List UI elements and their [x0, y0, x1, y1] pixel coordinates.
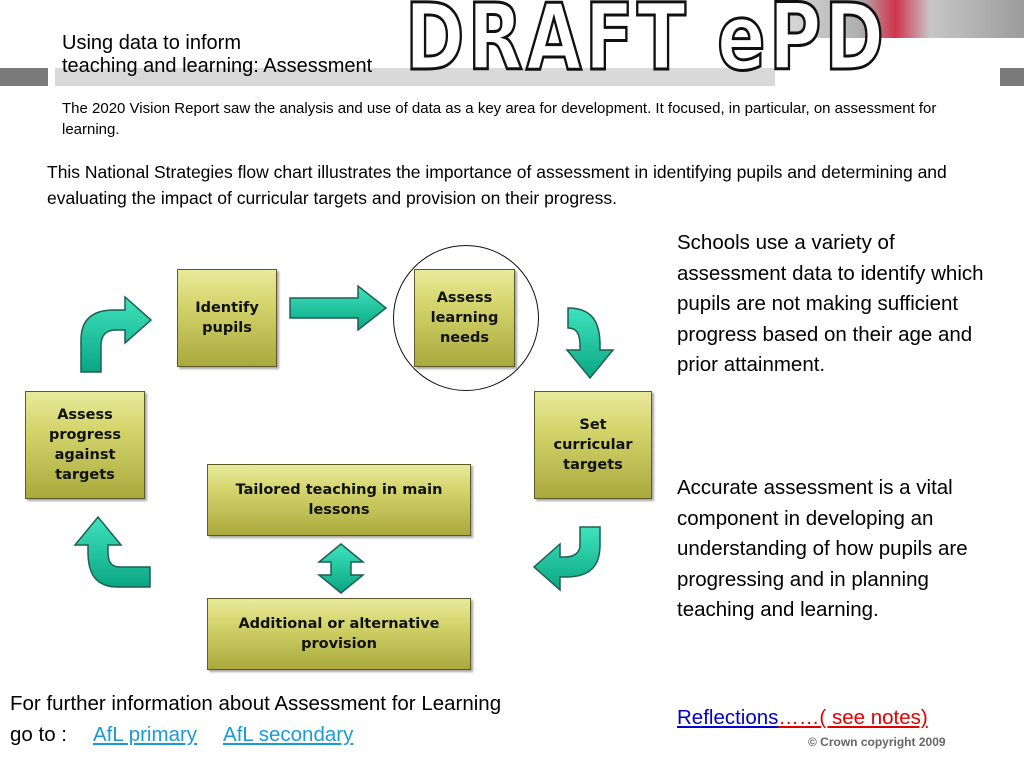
- curved-arrow-up-icon: [75, 517, 150, 587]
- go-to-label: go to :: [10, 722, 67, 746]
- further-info: [10, 689, 650, 750]
- curved-arrow-down-icon: [567, 308, 613, 378]
- box-identify-pupils: Identify pupils: [177, 269, 277, 367]
- afl-secondary-link[interactable]: AfL secondary: [223, 722, 354, 746]
- afl-primary-link[interactable]: AfL primary: [93, 722, 198, 746]
- highlight-circle: [393, 245, 539, 391]
- box-tailored-teaching: Tailored teaching in main lessons: [207, 464, 471, 536]
- title-line-1: Using data to inform: [62, 32, 241, 54]
- copyright-notice: © Crown copyright 2009: [808, 735, 946, 749]
- box-additional-provision: Additional or alternative provision: [207, 598, 471, 670]
- title-line-2: teaching and learning: Assessment: [62, 55, 373, 77]
- arrow-right-icon: [290, 286, 386, 330]
- further-info-links-row: [10, 720, 650, 751]
- curved-arrow-up-right-icon: [81, 297, 151, 372]
- reflections: [677, 703, 937, 732]
- draft-watermark: DRAFT ePD: [405, 0, 888, 91]
- reflections-link[interactable]: Reflections: [677, 706, 779, 729]
- description-text: This National Strategies flow chart illustrates the importance of assessment in identifying pupils and determining and evaluating the impact of curricular targets and provision on their progress.: [47, 162, 947, 208]
- box-set-curricular-targets: Set curricular targets: [534, 391, 652, 499]
- box-assess-progress: Assess progress against targets: [25, 391, 145, 499]
- reflections-note-link[interactable]: ……( see notes): [778, 706, 928, 729]
- intro-text: The 2020 Vision Report saw the analysis and use of data as a key area for development. It focused, in particular, on assessment for learning.: [62, 100, 937, 138]
- curved-arrow-left-icon: [534, 527, 600, 590]
- double-arrow-icon: [319, 544, 363, 593]
- side-text-accurate-assessment: Accurate assessment is a vital component in developing an understanding of how pupils are progressing and in planning teaching and learning.: [677, 476, 968, 621]
- box-assess-learning-needs: Assess learning needs: [414, 269, 515, 367]
- side-text-assessment-data: Schools use a variety of assessment data to identify which pupils are not making sufficient progress based on their age and prior attainment.: [677, 231, 984, 376]
- further-info-line: For further information about Assessment for Learning: [10, 692, 502, 715]
